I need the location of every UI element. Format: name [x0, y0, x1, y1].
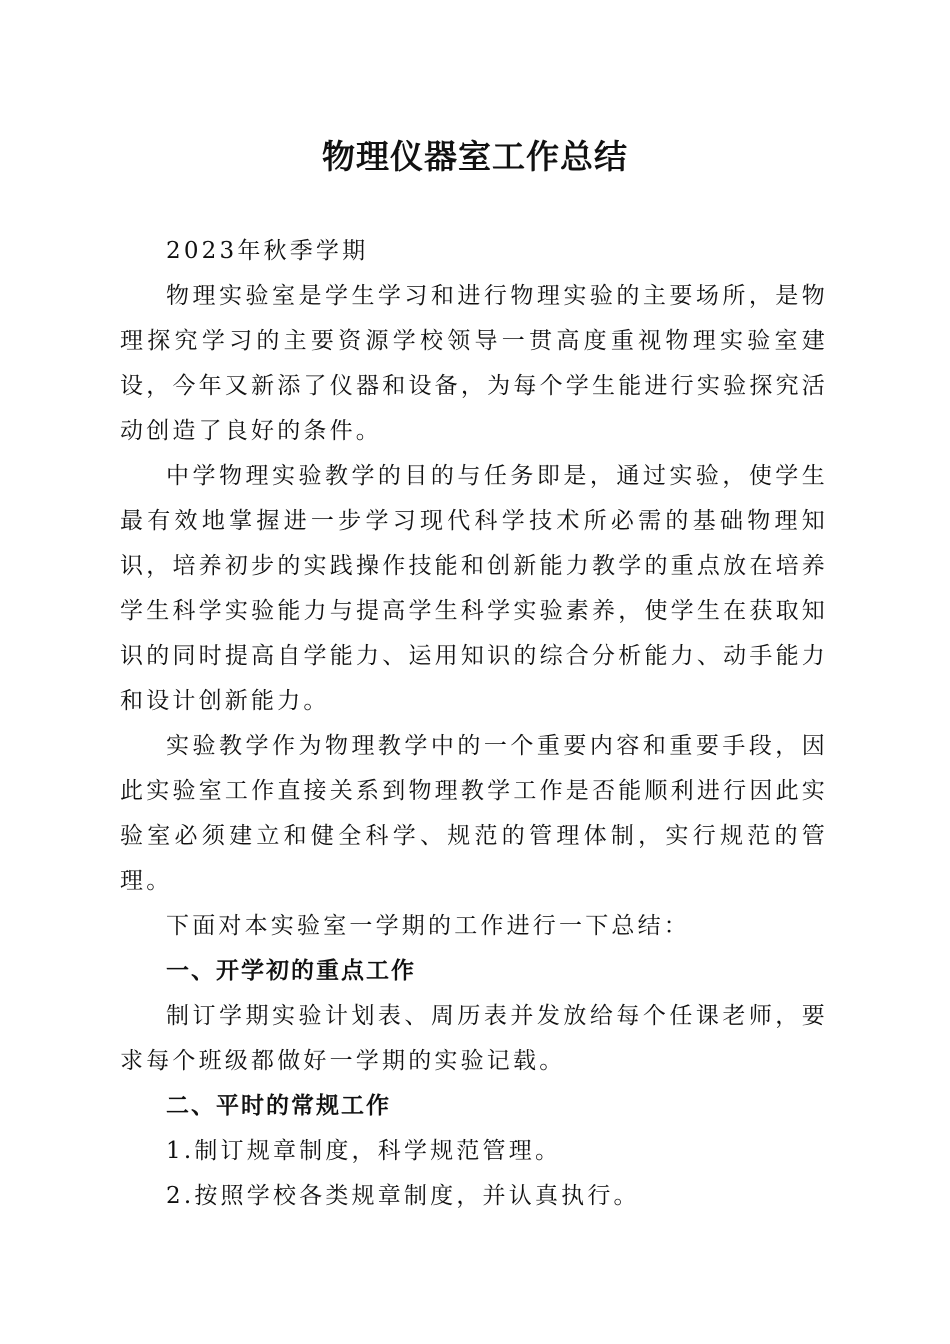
document-body: [120, 229, 828, 1219]
section-1-paragraph: 制订学期实验计划表、周历表并发放给每个任课老师，要求每个班级都做好一学期的实验记载。: [120, 1003, 828, 1074]
list-item-2: 2.按照学校各类规章制度，并认真执行。: [166, 1183, 640, 1209]
lab-management-paragraph: 实验教学作为物理教学中的一个重要内容和重要手段，因此实验室工作直接关系到物理教学工作是否能顺利进行因此实验室必须建立和健全科学、规范的管理体制，实行规范的管理。: [120, 733, 828, 894]
list-item-1: 1.制订规章制度，科学规范管理。: [166, 1138, 562, 1164]
summary-intro-paragraph: 下面对本实验室一学期的工作进行一下总结：: [166, 913, 690, 939]
intro-paragraph: 物理实验室是学生学习和进行物理实验的主要场所，是物理探究学习的主要资源学校领导一贯高度重视物理实验室建设，今年又新添了仪器和设备，为每个学生能进行实验探究活动创造了良好的条件。: [120, 283, 828, 444]
teaching-goals-paragraph: 中学物理实验教学的目的与任务即是，通过实验，使学生最有效地掌握进一步学习现代科学技术所必需的基础物理知识，培养初步的实践操作技能和创新能力教学的重点放在培养学生科学实验能力与提高学生科学实验素养，使学生在获取知识的同时提高自学能力、运用知识的综合分析能力、动手能力和设计创新能力。: [120, 463, 828, 714]
document-title: 物理仪器室工作总结: [322, 137, 628, 176]
semester-line: 2023年秋季学期: [166, 238, 369, 264]
section-heading-1: 一、开学初的重点工作: [166, 958, 416, 984]
section-heading-2: 二、平时的常规工作: [166, 1093, 391, 1119]
